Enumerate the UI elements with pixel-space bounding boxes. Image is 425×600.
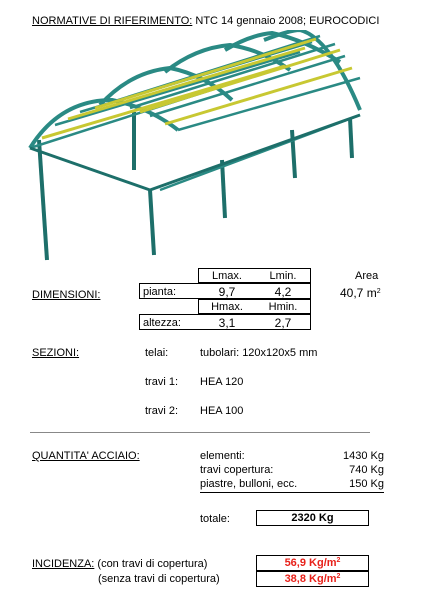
section-row-2-value: HEA 120 <box>200 376 244 388</box>
normative-header <box>32 15 379 27</box>
sections-label: SEZIONI: <box>32 347 80 359</box>
dimensions-lheader-row <box>198 268 311 283</box>
incidence-without-value: 38,8 $Kg/m^2$ <box>256 571 369 587</box>
steel-row-1-value: 1430 Kg <box>343 450 384 462</box>
section-row-1-name: telai: <box>145 347 169 359</box>
incidence-without-label: (senza travi di copertura) <box>98 573 220 585</box>
normative-label: NORMATIVE DI RIFERIMENTO: <box>32 15 193 27</box>
altezza-hmin: 2,7 <box>274 316 292 330</box>
col-lmin: Lmin. <box>269 270 297 282</box>
section-row-3-value: HEA 100 <box>200 405 244 417</box>
area-value: 40,7 $m^2$ <box>340 286 381 300</box>
altezza-label: altezza: <box>143 317 181 329</box>
col-hmax: Hmax. <box>211 301 243 313</box>
pianta-label: pianta: <box>143 286 177 298</box>
col-hmin: Hmin. <box>268 301 298 313</box>
altezza-row <box>139 314 311 330</box>
col-lmax: Lmax. <box>212 270 242 282</box>
area-label: Area <box>355 270 379 282</box>
steel-label: QUANTITA' ACCIAIO: <box>32 450 140 462</box>
section-row-2-name: travi 1: <box>145 376 179 388</box>
normative-value: NTC 14 gennaio 2008; EUROCODICI <box>195 15 380 27</box>
section-divider <box>30 432 370 433</box>
incidence-with-row <box>32 558 207 570</box>
pianta-lmax: 9,7 <box>218 285 236 299</box>
total-label: totale: <box>200 513 230 525</box>
altezza-hmax: 3,1 <box>218 316 236 330</box>
steel-row-3-value: 150 Kg <box>349 478 384 490</box>
steel-row-2-name: travi copertura: <box>200 464 274 476</box>
section-row-3-name: travi 2: <box>145 405 179 417</box>
section-row-1-value: tubolari: 120x120x5 mm <box>200 347 318 359</box>
total-value: 2320 Kg <box>256 510 369 526</box>
pianta-row <box>139 283 311 299</box>
dimensions-label: DIMENSIONI: <box>32 289 101 301</box>
pianta-lmin: 4,2 <box>274 285 292 299</box>
dimensions-hheader-row <box>198 299 311 314</box>
incidence-with-label: (con travi di copertura) <box>97 558 208 570</box>
incidence-label: INCIDENZA: <box>32 558 95 570</box>
steel-row-3-name: piastre, bulloni, ecc. <box>200 478 298 490</box>
steel-row-2-value: 740 Kg <box>349 464 384 476</box>
steel-canopy-illustration <box>0 30 425 265</box>
steel-row-1-name: elementi: <box>200 450 245 462</box>
steel-row-3 <box>200 478 384 493</box>
incidence-with-value: 56,9 $Kg/m^2$ <box>256 555 369 571</box>
